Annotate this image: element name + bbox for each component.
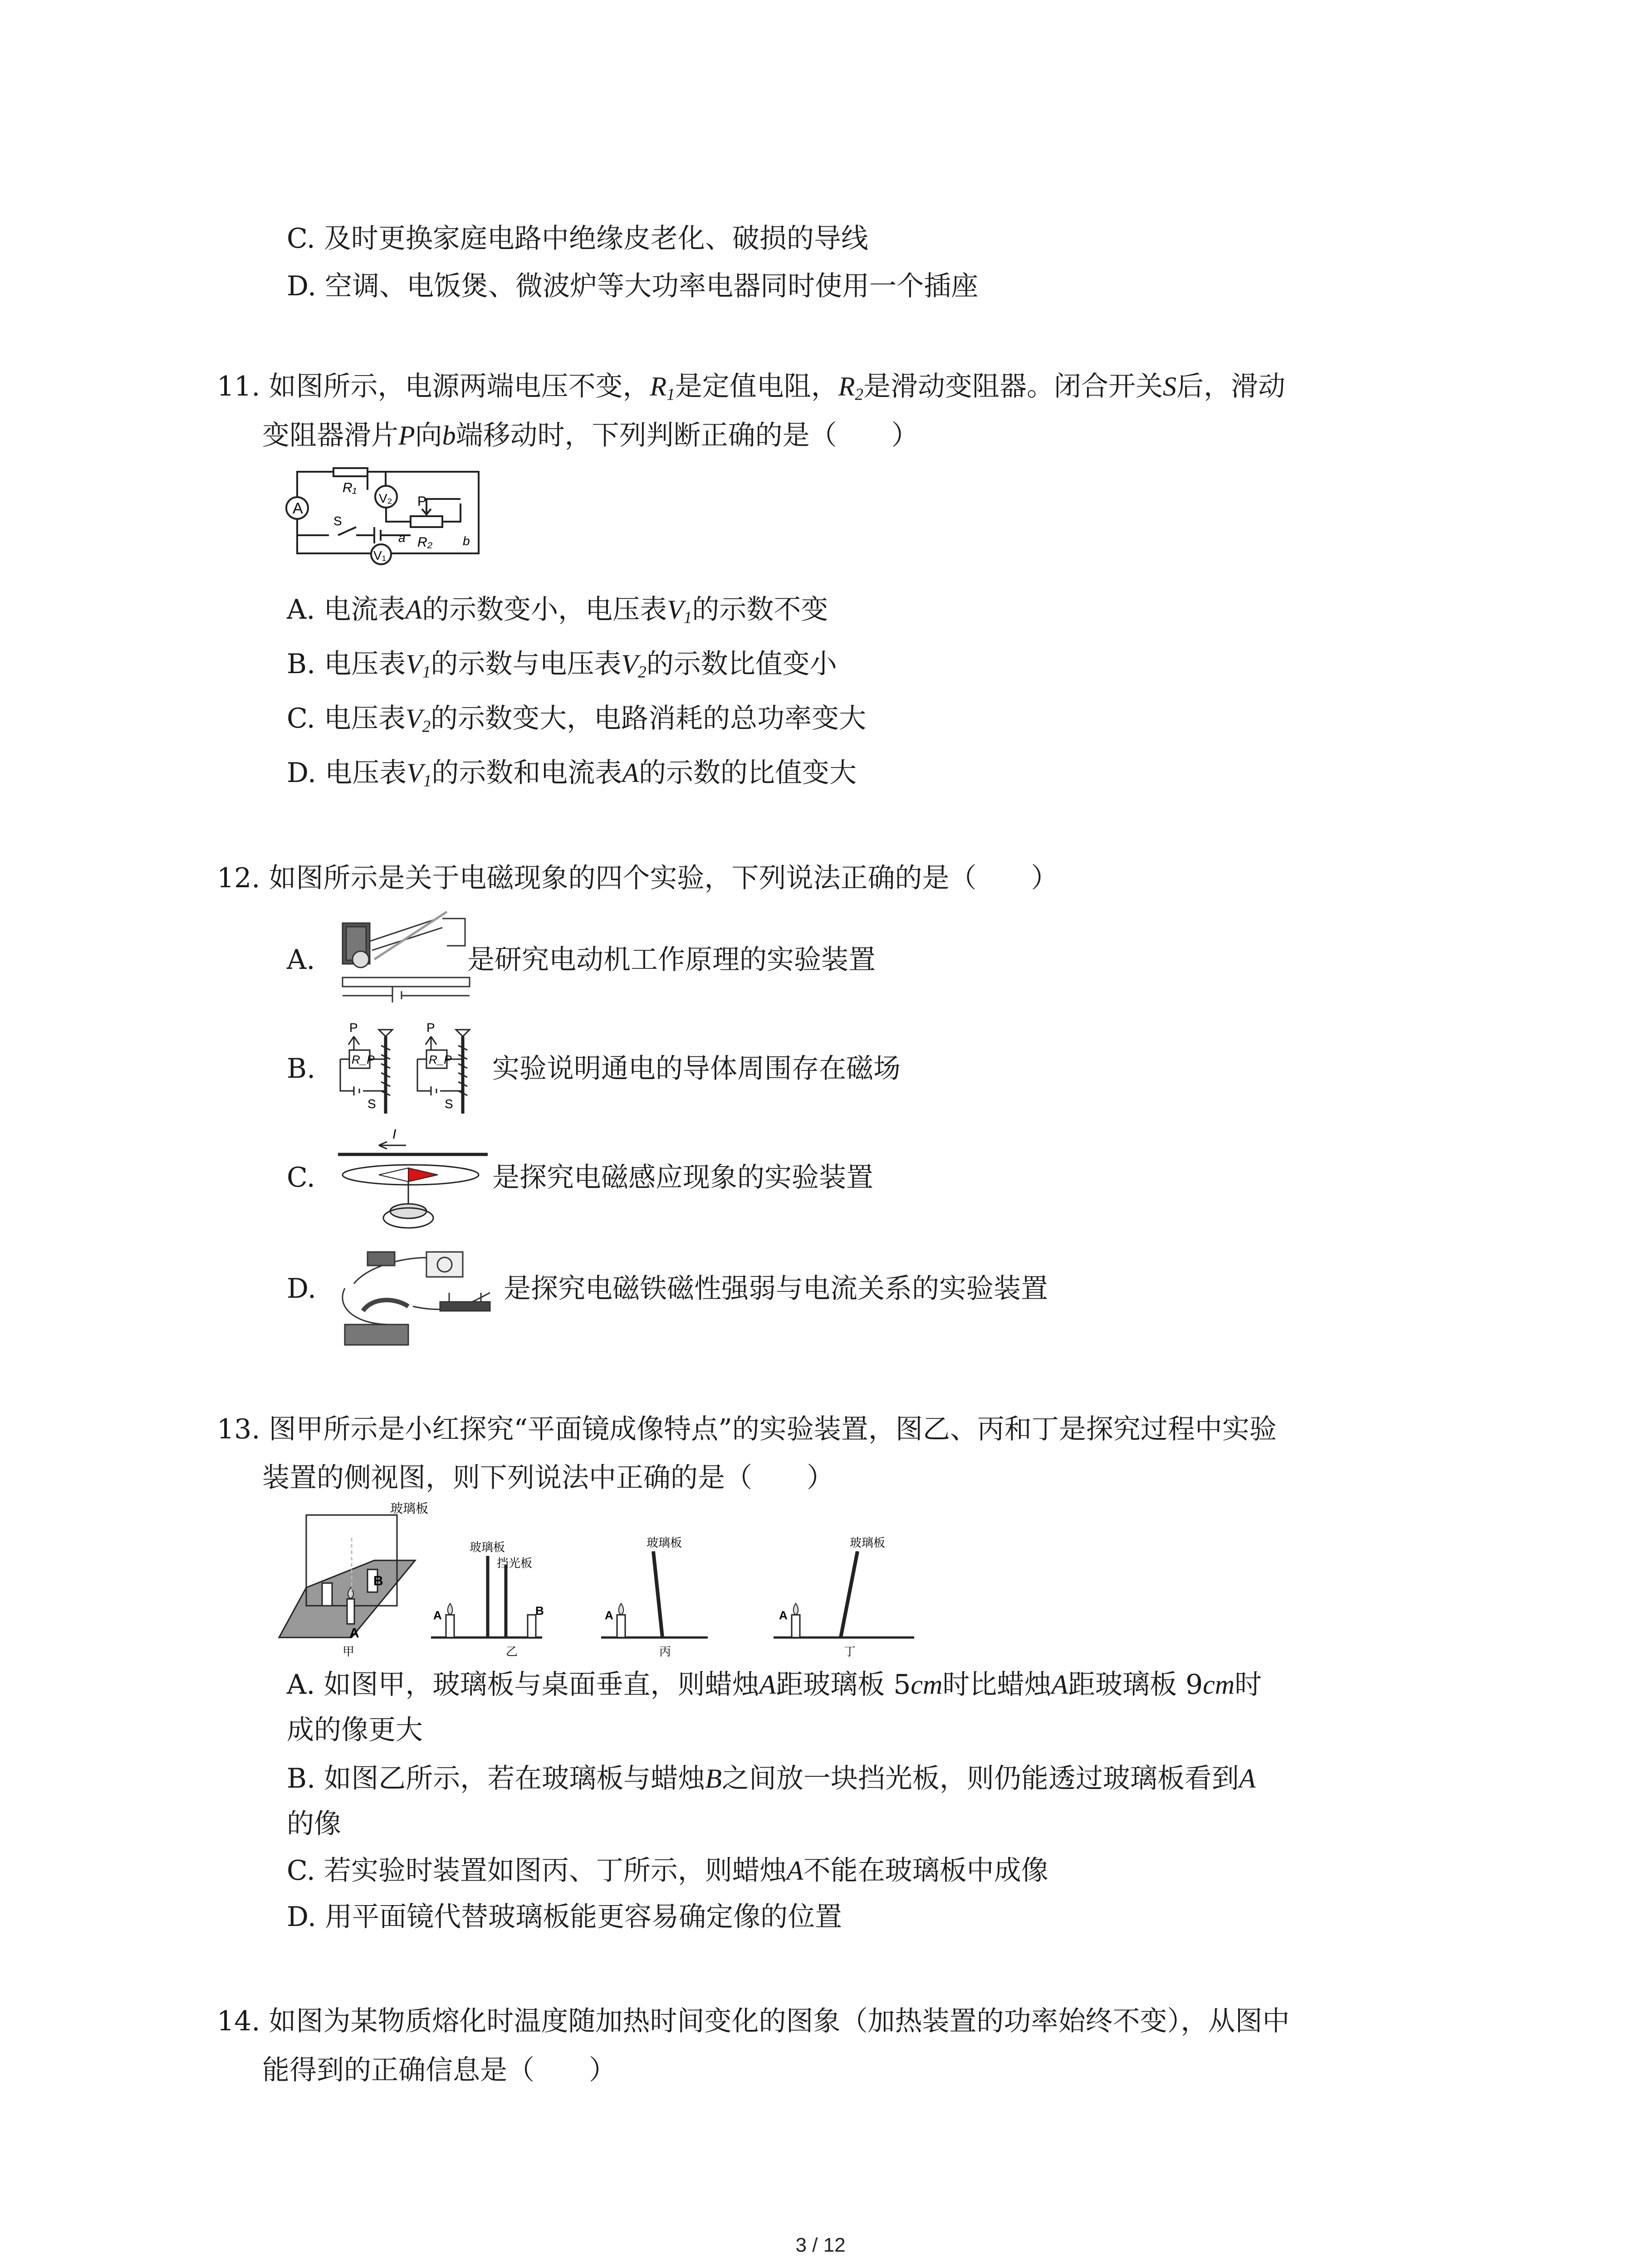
p-label: P [417,494,427,509]
q11-stem-line2 [262,419,919,452]
q13-option-c: C. 若实验时装置如图丙、丁所示，则蜡烛A不能在玻璃板中成像 [287,1855,1048,1887]
figure-ding [774,1551,914,1637]
var-s: S [1163,371,1176,401]
var-r1: $R_1$ [650,371,675,404]
q12-option-a-text: 是研究电动机工作原理的实验装置 [467,944,876,976]
figure-jia [279,1515,415,1637]
figure-bing [601,1551,708,1637]
question-number: 14. [217,2005,260,2037]
a-label: a [398,531,406,545]
q11-option-d: D. 电压表$V_1$的示数和电流表A的示数的比值变大 [287,757,857,791]
var-p: P [398,420,415,450]
question-number: 11. [217,371,260,402]
figure-caption-bing: 丙 [659,1645,671,1658]
q12-option-c-text: 是探究电磁感应现象的实验装置 [492,1162,873,1193]
stem-text: 是定值电阻， [675,371,838,402]
q11-option-c: C. 电压表$V_2$的示数变大，电路消耗的总功率变大 [287,703,867,736]
stem-text: 端移动时，下列判断正确的是（ ） [456,420,919,451]
stem-text: 后，滑动 [1176,371,1285,402]
question-number: 12. [217,862,260,894]
figure-caption-ding: 丁 [844,1645,856,1658]
q12-stem: 12. 如图所示是关于电磁现象的四个实验，下列说法正确的是（ ） [217,862,1058,894]
q13-option-b-line2: 的像 [287,1808,341,1840]
glass-label: 玻璃板 [390,1501,429,1515]
b-label: B [373,1574,383,1589]
q12-option-b-label: B. [287,1053,316,1085]
q12-option-c-label: C. [287,1162,315,1193]
q13-stem-line1: 13. 图甲所示是小红探究“平面镜成像特点”的实验装置，图乙、丙和丁是探究过程中实验 [217,1413,1277,1445]
ammeter-label: A [293,500,303,517]
stem-text: 向 [415,420,442,451]
v2-label: V₂ [379,491,392,505]
s-label: S [333,514,342,528]
q13-option-a-line2: 成的像更大 [287,1714,423,1746]
a-label: A [433,1608,442,1622]
a-label: A [349,1626,359,1641]
p-label: P [426,1021,435,1035]
q12-option-d-text: 是探究电磁铁磁性强弱与电流关系的实验装置 [504,1273,1048,1305]
r1-label: R₁ [343,480,357,495]
s-label: S [445,1097,453,1111]
q12-option-d-label: D. [287,1273,317,1305]
current-label: I [392,1127,397,1142]
v1-label: V₁ [373,548,387,562]
q11-stem-line1 [217,370,1285,403]
q13-option-a-line1: A. 如图甲，玻璃板与桌面垂直，则蜡烛A距玻璃板 5cm时比蜡烛A距玻璃板 9cm时 [287,1669,1262,1701]
q13-stem-line2: 装置的侧视图，则下列说法中正确的是（ ） [262,1462,834,1494]
figure-caption-yi: 乙 [506,1645,518,1658]
q12-option-a-label: A. [287,944,315,976]
glass-label: 玻璃板 [850,1536,886,1549]
var-r2: $R_2$ [838,371,863,404]
question-number: 13. [217,1413,260,1445]
q12-figure-d-electromagnet-setup [336,1234,504,1356]
q11-option-a: A. 电流表A的示数变小，电压表$V_1$的示数不变 [287,594,828,627]
a-label: A [779,1608,788,1622]
a-label: A [605,1608,613,1622]
stem-text: 变阻器滑片 [262,420,398,451]
q10-option-c: C. 及时更换家庭电路中绝缘皮老化、破损的导线 [287,223,868,254]
q11-option-b: B. 电压表$V_1$的示数与电压表$V_2$的示数比值变小 [287,648,837,682]
figure-caption-jia: 甲 [343,1645,355,1658]
s-label: S [367,1097,376,1111]
rp-label: R_P [429,1053,452,1066]
q14-stem-line1: 14. 如图为某物质熔化时温度随加热时间变化的图象（加热装置的功率始终不变），从图中 [217,2005,1290,2037]
p-label: P [349,1021,358,1035]
glass-label: 玻璃板 [647,1536,682,1549]
q12-option-b-text: 实验说明通电的导体周围存在磁场 [492,1053,901,1085]
glass-label: 玻璃板 [470,1540,505,1554]
q12-figure-a-motor [333,909,479,1009]
var-b: b [442,420,456,450]
q13-figures [279,1501,923,1660]
q10-option-d: D. 空调、电饭煲、微波炉等大功率电器同时使用一个插座 [287,270,979,302]
q13-option-b-line1: B. 如图乙所示，若在玻璃板与蜡烛B之间放一块挡光板，则仍能透过玻璃板看到A [287,1763,1256,1794]
b-label: B [535,1604,544,1618]
q13-option-d: D. 用平面镜代替玻璃板能更容易确定像的位置 [287,1901,843,1933]
stem-text: 是滑动变阻器。闭合开关 [863,371,1163,402]
r2-label: R₂ [417,535,433,550]
page-number: 3 / 12 [795,2234,846,2256]
q12-figure-b-electromagnets [336,1018,495,1127]
stem-text: 如图所示，电源两端电压不变， [269,371,650,402]
q14-stem-line2: 能得到的正确信息是（ ） [262,2054,616,2086]
b-label: b [463,534,470,548]
q12-figure-c-oersted [338,1120,497,1238]
shade-label: 挡光板 [497,1556,533,1570]
q11-circuit-diagram [279,467,485,576]
rp-label: R_P [352,1053,375,1066]
